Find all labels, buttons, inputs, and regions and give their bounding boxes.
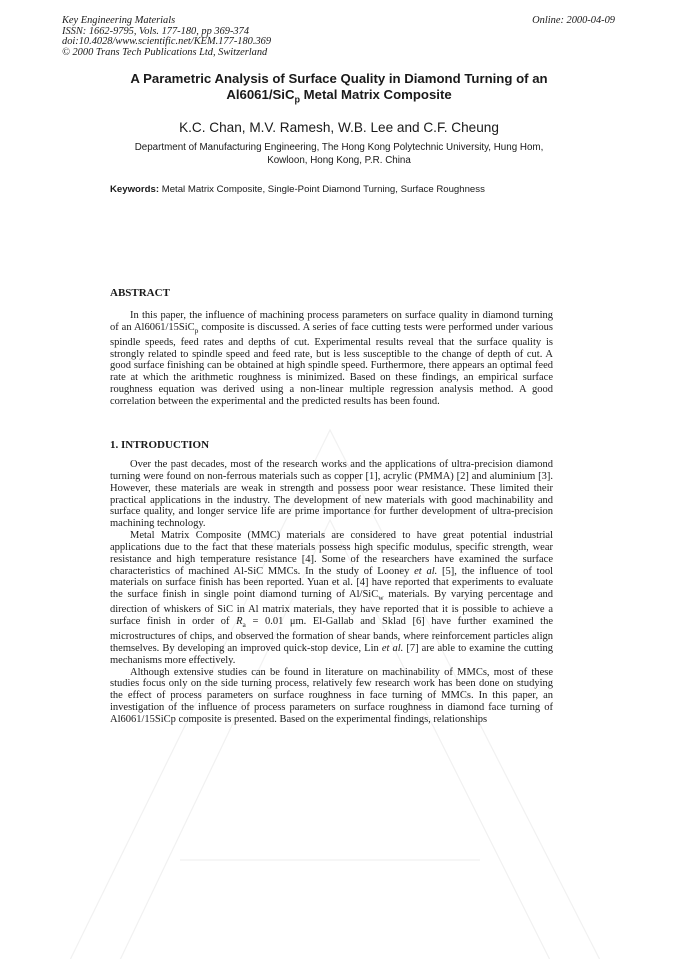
copyright-line: © 2000 Trans Tech Publications Ltd, Switzerland xyxy=(62,46,268,58)
title-material: Al6061/SiC xyxy=(226,87,295,102)
abstract-paragraph: In this paper, the influence of machining process parameters on surface quality in diamond turning of an Al6061/15SiC$_p$ composite is discussed. A series of face cutting tests were performed under various spindle speeds, feed rates and depths of cut. Experimental results reveal that the surface quality is strongly related to spindle speed and feed rate, but is less susceptible to the change of depth of cut. A good surface finishing can be obtained at high spindle speed. Furthermore, there appears an optimal feed rate at which the arithmetic roughness is minimized. Based on these findings, an empirical surface roughness equation was derived using a non-linear multiple regression analysis method. A good correlation between the experimental and the predicted results has been found. xyxy=(110,310,553,407)
journal-name: Key Engineering Materials xyxy=(62,15,176,26)
title-suffix: Metal Matrix Composite xyxy=(300,87,452,102)
online-date: Online: 2000-04-09 xyxy=(532,15,615,26)
intro-paragraph-3: Although extensive studies can be found in literature on machinability of MMCs, most of these studies focus only on the side turning process, relatively few research work has been done on studying the effect of process parameters on surface roughness in face turning of MMCs. In this paper, an investigation of the influence of process parameters on surface roughness in diamond face turning of Al6061/15SiCp composite is presented. Based on the experimental findings, relationships xyxy=(110,666,553,725)
keywords-text: Metal Matrix Composite, Single-Point Diamond Turning, Surface Roughness xyxy=(161,184,485,195)
keywords-label: Keywords: xyxy=(110,184,160,195)
authors: K.C. Chan, M.V. Ramesh, W.B. Lee and C.F. Cheung xyxy=(179,120,499,135)
introduction-body xyxy=(110,459,553,726)
affiliation xyxy=(100,142,578,167)
introduction-heading: 1. INTRODUCTION xyxy=(110,439,210,451)
title-line-1: A Parametric Analysis of Surface Quality in Diamond Turning of an xyxy=(130,71,548,86)
abstract-body xyxy=(110,310,553,408)
paper-title xyxy=(80,71,598,108)
journal-header xyxy=(62,16,271,58)
issn-line: ISSN: 1662-9795, Vols. 177-180, pp 369-374 xyxy=(62,25,250,37)
affiliation-line-1: Department of Manufacturing Engineering, The Hong Kong Polytechnic University, Hung Hom, xyxy=(134,142,544,153)
title-line-2 xyxy=(80,87,598,108)
abstract-heading: ABSTRACT xyxy=(110,287,170,299)
affiliation-line-2: Kowloon, Hong Kong, P.R. China xyxy=(267,154,411,166)
title-subscript: p xyxy=(294,94,300,105)
doi-link[interactable]: doi:10.4028/www.scientific.net/KEM.177-180.369 xyxy=(62,36,272,48)
intro-paragraph-1: Over the past decades, most of the research works and the applications of ultra-precision diamond turning were found on non-ferrous materials such as copper [1], acrylic (PMMA) [2] and aluminium [3]. However, these materials are weak in strength and possess poor wear resistance. These limited their practical applications in the industry. The development of new materials with good machinability and surface quality, and longer service life are prime importance for further development of ultra-precision machining technology. xyxy=(110,459,553,530)
intro-paragraph-2: Metal Matrix Composite (MMC) materials are considered to have great potential industrial applications due to the fact that these materials possess high specific modulus, specific strength, wear resistance and high temperature resistance [4]. Some of the researchers have examined the surface characteristics of machined Al-SiC MMCs. In the study of Looney et al. [5], the influence of tool materials on surface finish has been reported. Yuan et al. [4] have reported that experiments to evaluate the surface finish in single point diamond turning of Al/SiC$_w$ materials. By varying percentage and direction of whiskers of SiC in Al matrix materials, they have reported that it is possible to achieve a surface finish in order of $R_a = 0.01$ μm. El-Gallab and Sklad [6] have further examined the microstructures of chips, and observed the formation of shear bands, where reinforcement particles align themselves. By developing an improved quick-stop device, Lin et al. [7] are able to examine the cutting mechanisms more effectively. xyxy=(110,530,554,666)
keywords xyxy=(110,184,485,195)
